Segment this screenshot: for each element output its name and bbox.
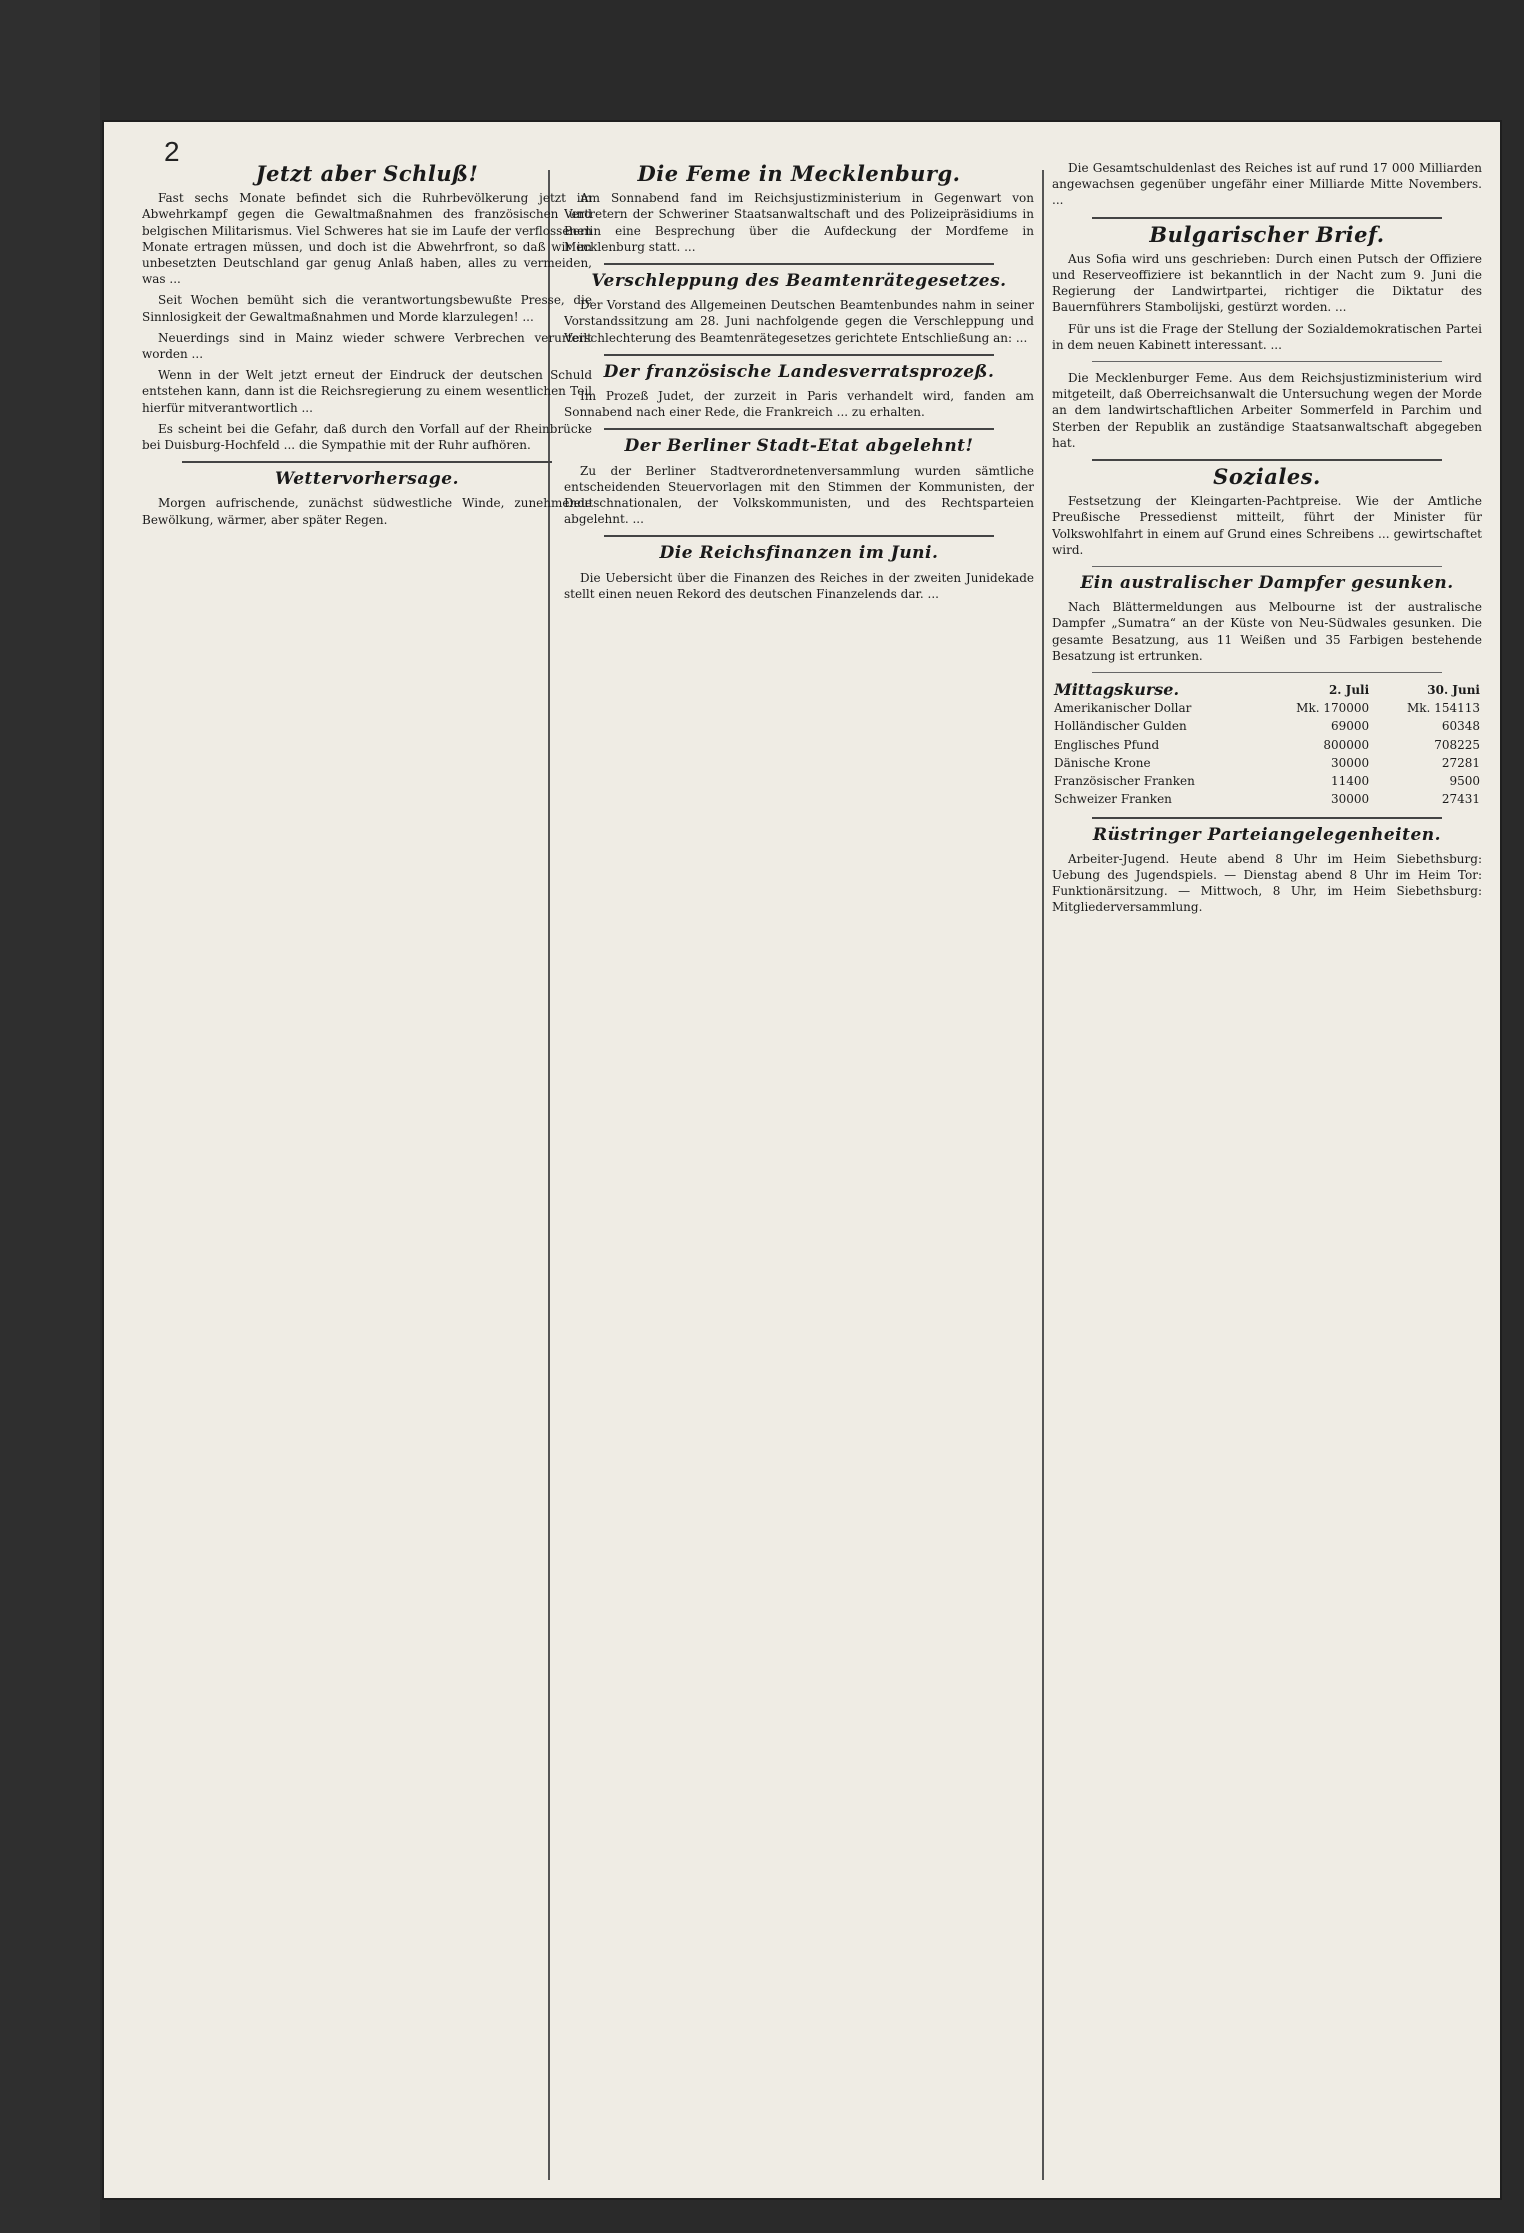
rate-value: 27281 — [1441, 755, 1480, 770]
table-row — [1052, 772, 1482, 790]
divider — [182, 461, 552, 463]
newspaper-page — [102, 120, 1502, 2200]
divider — [1092, 217, 1442, 219]
headline-dampfer: Ein australischer Dampfer gesunken. — [1080, 573, 1454, 594]
table-row — [1052, 736, 1482, 754]
article-paragraph: Neuerdings sind in Mainz wieder schwere Verbrechen verurteilt worden ... — [142, 330, 592, 362]
article-paragraph: Der Vorstand des Allgemeinen Deutschen Beamtenbundes nahm in seiner Vorstandssitzung am 28. Juni nachfolgende gegen die Verschleppung und Verschlechterung des Beamtenrätegesetzes gerichtete Entschließung an: ... — [564, 298, 1034, 345]
currency-name: Amerikanischer Dollar — [1054, 701, 1192, 716]
currency-name: Schweizer Franken — [1054, 792, 1172, 807]
currency-name: Holländischer Gulden — [1054, 719, 1187, 734]
article-paragraph: Am Sonnabend fand im Reichsjustizministerium in Gegenwart von Vertretern der Schweriner Staatsanwaltschaft und des Polizeipräsidiums in Berlin eine Besprechung über die Aufdeckung der Mordfeme in Mecklenburg statt. ... — [564, 191, 1034, 254]
scan-frame — [0, 0, 100, 2233]
headline-beamtenraete: Verschleppung des Beamtenrätegesetzes. — [591, 271, 1007, 292]
divider — [604, 535, 994, 537]
rate-value: 30000 — [1330, 792, 1370, 807]
article-paragraph: Fast sechs Monate befindet sich die Ruhrbevölkerung jetzt im Abwehrkampf gegen die Gewaltmaßnahmen des französischen und belgischen Militarismus. Viel Schweres hat sie im Laufe der verflossenen Monate ertragen müssen, und doch ist die Abwehrfront, so daß wir im unbesetzten Deutschland gar genug Anlaß haben, alles zu vermeiden, was ... — [142, 191, 592, 287]
rate-value: 9500 — [1449, 774, 1480, 789]
currency-name: Dänische Krone — [1054, 755, 1151, 770]
column-header: 30. Juni — [1427, 683, 1480, 698]
rate-value: 27431 — [1441, 792, 1480, 807]
divider — [1092, 672, 1442, 673]
table-row — [1052, 790, 1482, 808]
page-number: 2 — [164, 136, 180, 167]
article-paragraph: Arbeiter-Jugend. Heute abend 8 Uhr im Heim Siebethsburg: Uebung des Jugendspiels. — Dienstag abend 8 Uhr im Heim Tor: Funktionärsitzung. — Mittwoch, 8 Uhr, im Heim Siebethsburg: Mitgliederversammlung. — [1052, 851, 1482, 915]
article-paragraph: Die Gesamtschuldenlast des Reiches ist auf rund 17 000 Milliarden angewachsen gegenüber ungefähr einer Milliarde Mitte Novembers. ... — [1052, 161, 1482, 208]
article-paragraph: Wenn in der Welt jetzt erneut der Eindruck der deutschen Schuld entstehen kann, dann ist die Reichsregierung zu einem wesentlichen Teil hierfür mitverantwortlich ... — [142, 368, 592, 415]
article-paragraph: Für uns ist die Frage der Stellung der Sozialdemokratischen Partei in dem neuen Kabinett interessant. ... — [1052, 321, 1482, 352]
column-left — [142, 160, 592, 2180]
divider — [604, 263, 994, 265]
weather-text: Morgen aufrischende, zunächst südwestliche Winde, zunehmende Bewölkung, wärmer, aber später Regen. — [142, 496, 592, 527]
divider — [604, 354, 994, 356]
divider — [1092, 459, 1442, 461]
article-paragraph: Im Prozeß Judet, der zurzeit in Paris verhandelt wird, fanden am Sonnabend nach einer Rede, die Frankreich ... zu erhalten. — [564, 389, 1034, 420]
currency-name: Französischer Franken — [1054, 774, 1195, 789]
rate-value: 708225 — [1434, 737, 1480, 752]
rate-value: 30000 — [1330, 755, 1370, 770]
article-paragraph: Die Uebersicht über die Finanzen des Reiches in der zweiten Junidekade stellt einen neuen Rekord des deutschen Finanzelends dar. ... — [564, 570, 1034, 601]
column-right — [1052, 160, 1482, 2180]
notice-feme: Die Mecklenburger Feme. Aus dem Reichsjustizministerium wird mitgeteilt, daß Oberreichsanwalt die Untersuchung wegen der Morde an dem landwirtschaftlichen Arbeiter Sommerfeld in Parchim und Sterben der Republik an zuständige Staatsanwaltschaft abgegeben hat. — [1052, 371, 1482, 450]
rate-value: 69000 — [1330, 719, 1370, 734]
headline-soziales: Soziales. — [1213, 464, 1321, 490]
table-title: Mittagskurse. — [1054, 680, 1180, 700]
rate-value: Mk. 170000 — [1296, 701, 1370, 716]
headline-feme-mecklenburg: Die Feme in Mecklenburg. — [637, 161, 961, 186]
headline-jetzt-aber-schluss: Jetzt aber Schluß! — [255, 161, 479, 186]
headline-landesverrat: Der französische Landesverratsprozeß. — [603, 361, 995, 382]
divider — [604, 428, 994, 430]
article-paragraph: Seit Wochen bemüht sich die verantwortungsbewußte Presse, die Sinnlosigkeit der Gewaltmaßnahmen und Morde klarzulegen! ... — [142, 293, 592, 324]
rate-value: 60348 — [1441, 719, 1480, 734]
divider — [1092, 817, 1442, 819]
divider — [1092, 361, 1442, 362]
column-middle — [564, 160, 1034, 2180]
column-header: 2. Juli — [1328, 683, 1370, 698]
headline-reichsfinanzen: Die Reichsfinanzen im Juni. — [659, 543, 939, 564]
article-paragraph: Nach Blättermeldungen aus Melbourne ist der australische Dampfer „Sumatra“ an der Küste von Neu-Südwales gesunken. Die gesamte Besatzung, aus 11 Weißen und 35 Farbigen bestehende Besatzung ist ertrunken. — [1052, 600, 1482, 663]
divider — [1092, 566, 1442, 567]
rate-value: Mk. 154113 — [1407, 701, 1480, 716]
currency-name: Englisches Pfund — [1054, 737, 1160, 752]
headline-parteiangelegenheiten: Rüstringer Parteiangelegenheiten. — [1092, 824, 1442, 845]
table-header-row — [1052, 681, 1482, 699]
exchange-rate-table — [1052, 681, 1482, 808]
article-paragraph: Zu der Berliner Stadtverordnetenversammlung wurden sämtliche entscheidenden Steuervorlagen mit den Stimmen der Kommunisten, der Deutschnationalen, der Volkskommunisten, und des Rechtsparteien abgelehnt. ... — [564, 463, 1034, 527]
article-paragraph: Es scheint bei die Gefahr, daß durch den Vorfall auf der Rheinbrücke bei Duisburg-Hochfeld ... die Sympathie mit der Ruhr aufhören. — [142, 421, 592, 453]
column-rule — [1042, 170, 1044, 2180]
headline-bulgarischer-brief: Bulgarischer Brief. — [1149, 221, 1385, 247]
table-row — [1052, 717, 1482, 735]
headline-weather: Wettervorhersage. — [274, 469, 459, 490]
article-paragraph: Aus Sofia wird uns geschrieben: Durch einen Putsch der Offiziere und Reserveoffiziere ist bekanntlich in der Nacht zum 9. Juni die Regierung der Landwirtpartei, richtiger die Diktatur des Bauernführers Stambolijski, gestürzt worden. ... — [1052, 251, 1482, 315]
table-row — [1052, 699, 1482, 717]
headline-stadt-etat: Der Berliner Stadt-Etat abgelehnt! — [624, 436, 974, 457]
article-paragraph: Festsetzung der Kleingarten-Pachtpreise. Wie der Amtliche Preußische Pressedienst mitteilt, führt der Minister für Volkswohlfahrt in einem auf Grund eines Schreibens ... gewirtschaftet wird. — [1052, 494, 1482, 557]
table-row — [1052, 754, 1482, 772]
rate-value: 800000 — [1323, 737, 1370, 752]
rate-value: 11400 — [1330, 774, 1370, 789]
